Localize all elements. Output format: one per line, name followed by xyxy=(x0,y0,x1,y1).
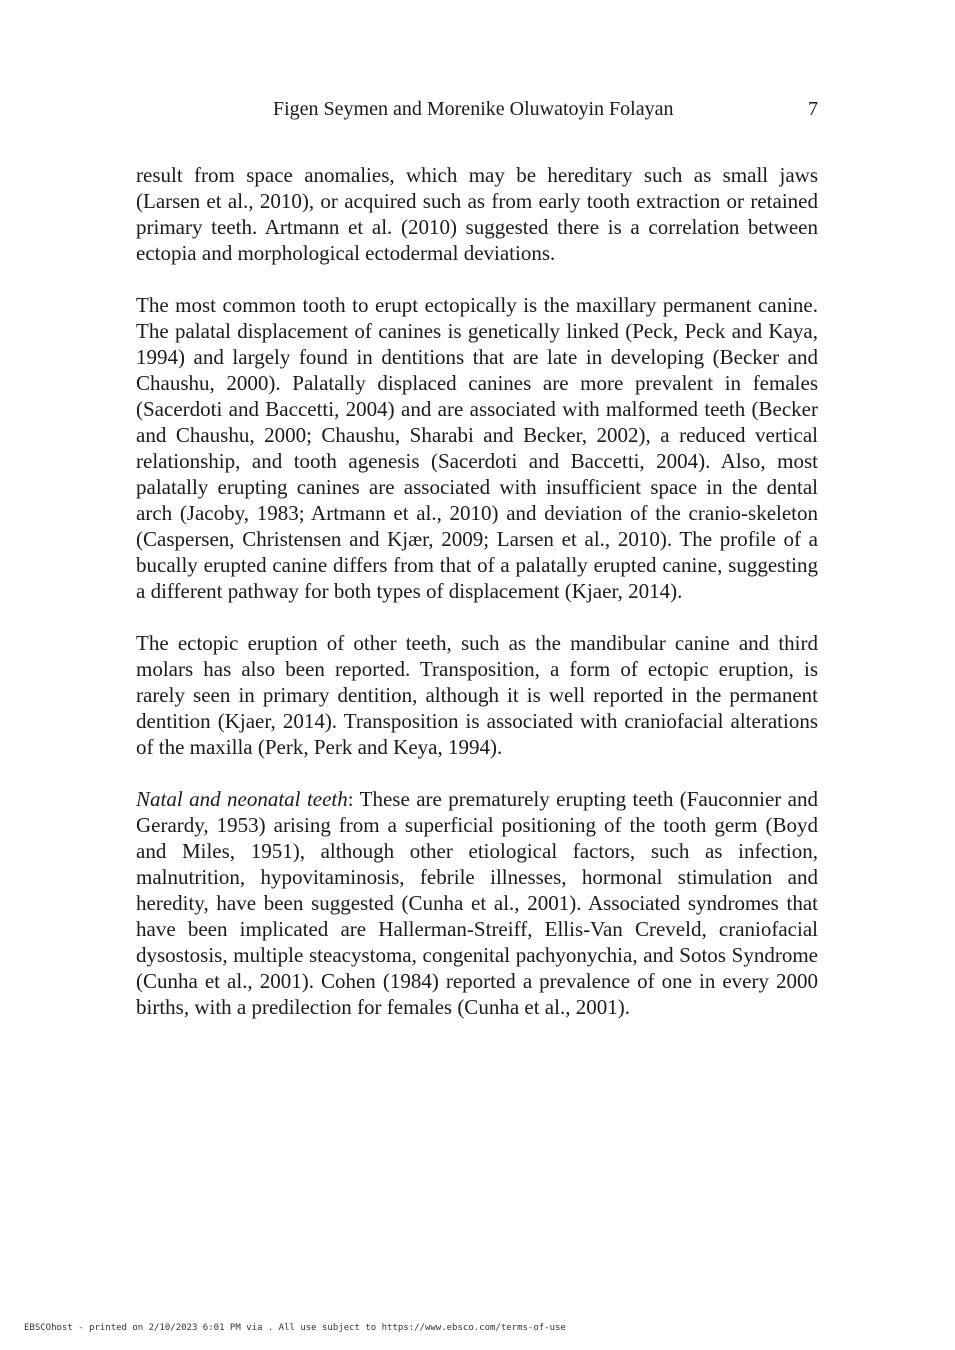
main-text xyxy=(136,162,818,1046)
paragraph-natal-neonatal-teeth xyxy=(136,786,818,1020)
ebsco-print-notice: EBSCOhost - printed on 2/10/2023 6:01 PM via . All use subject to https://www.ebsco.com/terms-of-use xyxy=(24,1323,566,1333)
paragraph-natal-neonatal-text: : These are prematurely erupting teeth (Fauconnier and Gerardy, 1953) arising from a superficial positioning of the tooth germ (Boyd and Miles, 1951), although other etiological factors, such as infection, malnutrition, hypovitaminosis, febrile illnesses, hormonal stimulation and heredity, have been suggested (Cunha et al., 2001). Associated syndromes that have been implicated are Hallerman-Streiff, Ellis-Van Creveld, craniofacial dysostosis, multiple steacystoma, congenital pachyonychia, and Sotos Syndrome (Cunha et al., 2001). Cohen (1984) reported a prevalence of one in every 2000 births, with a predilection for females (Cunha et al., 2001). xyxy=(136,787,819,1019)
running-header xyxy=(136,96,818,122)
page-number: 7 xyxy=(808,98,818,120)
paragraph-ectopic-eruption-other-teeth: The ectopic eruption of other teeth, such as the mandibular canine and third molars has also been reported. Transposition, a form of ectopic eruption, is rarely seen in primary dentition, although it is well reported in the permanent dentition (Kjaer, 2014). Transposition is associated with craniofacial alterations of the maxilla (Perk, Perk and Keya, 1994). xyxy=(136,631,818,759)
paragraph-lead-term: Natal and neonatal teeth xyxy=(136,787,348,811)
paragraph-maxillary-canine: The most common tooth to erupt ectopically is the maxillary permanent canine. The palatal displacement of canines is genetically linked (Peck, Peck and Kaya, 1994) and largely found in dentitions that are late in developing (Becker and Chaushu, 2000). Palatally displaced canines are more prevalent in females (Sacerdoti and Baccetti, 2004) and are associated with malformed teeth (Becker and Chaushu, 2000; Chaushu, Sharabi and Becker, 2002), a reduced vertical relationship, and tooth agenesis (Sacerdoti and Baccetti, 2004). Also, most palatally erupting canines are associated with insufficient space in the dental arch (Jacoby, 1983; Artmann et al., 2010) and deviation of the cranio-skeleton (Caspersen, Christensen and Kjær, 2009; Larsen et al., 2010). The profile of a bucally erupted canine differs from that of a palatally erupted canine, suggesting a different pathway for both types of displacement (Kjaer, 2014). xyxy=(136,293,818,603)
paragraph-space-anomalies: result from space anomalies, which may be hereditary such as small jaws (Larsen et al., 2010), or acquired such as from early tooth extraction or retained primary teeth. Artmann et al. (2010) suggested there is a correlation between ectopia and morphological ectodermal deviations. xyxy=(136,163,818,265)
running-header-authors: Figen Seymen and Morenike Oluwatoyin Folayan xyxy=(273,98,674,120)
